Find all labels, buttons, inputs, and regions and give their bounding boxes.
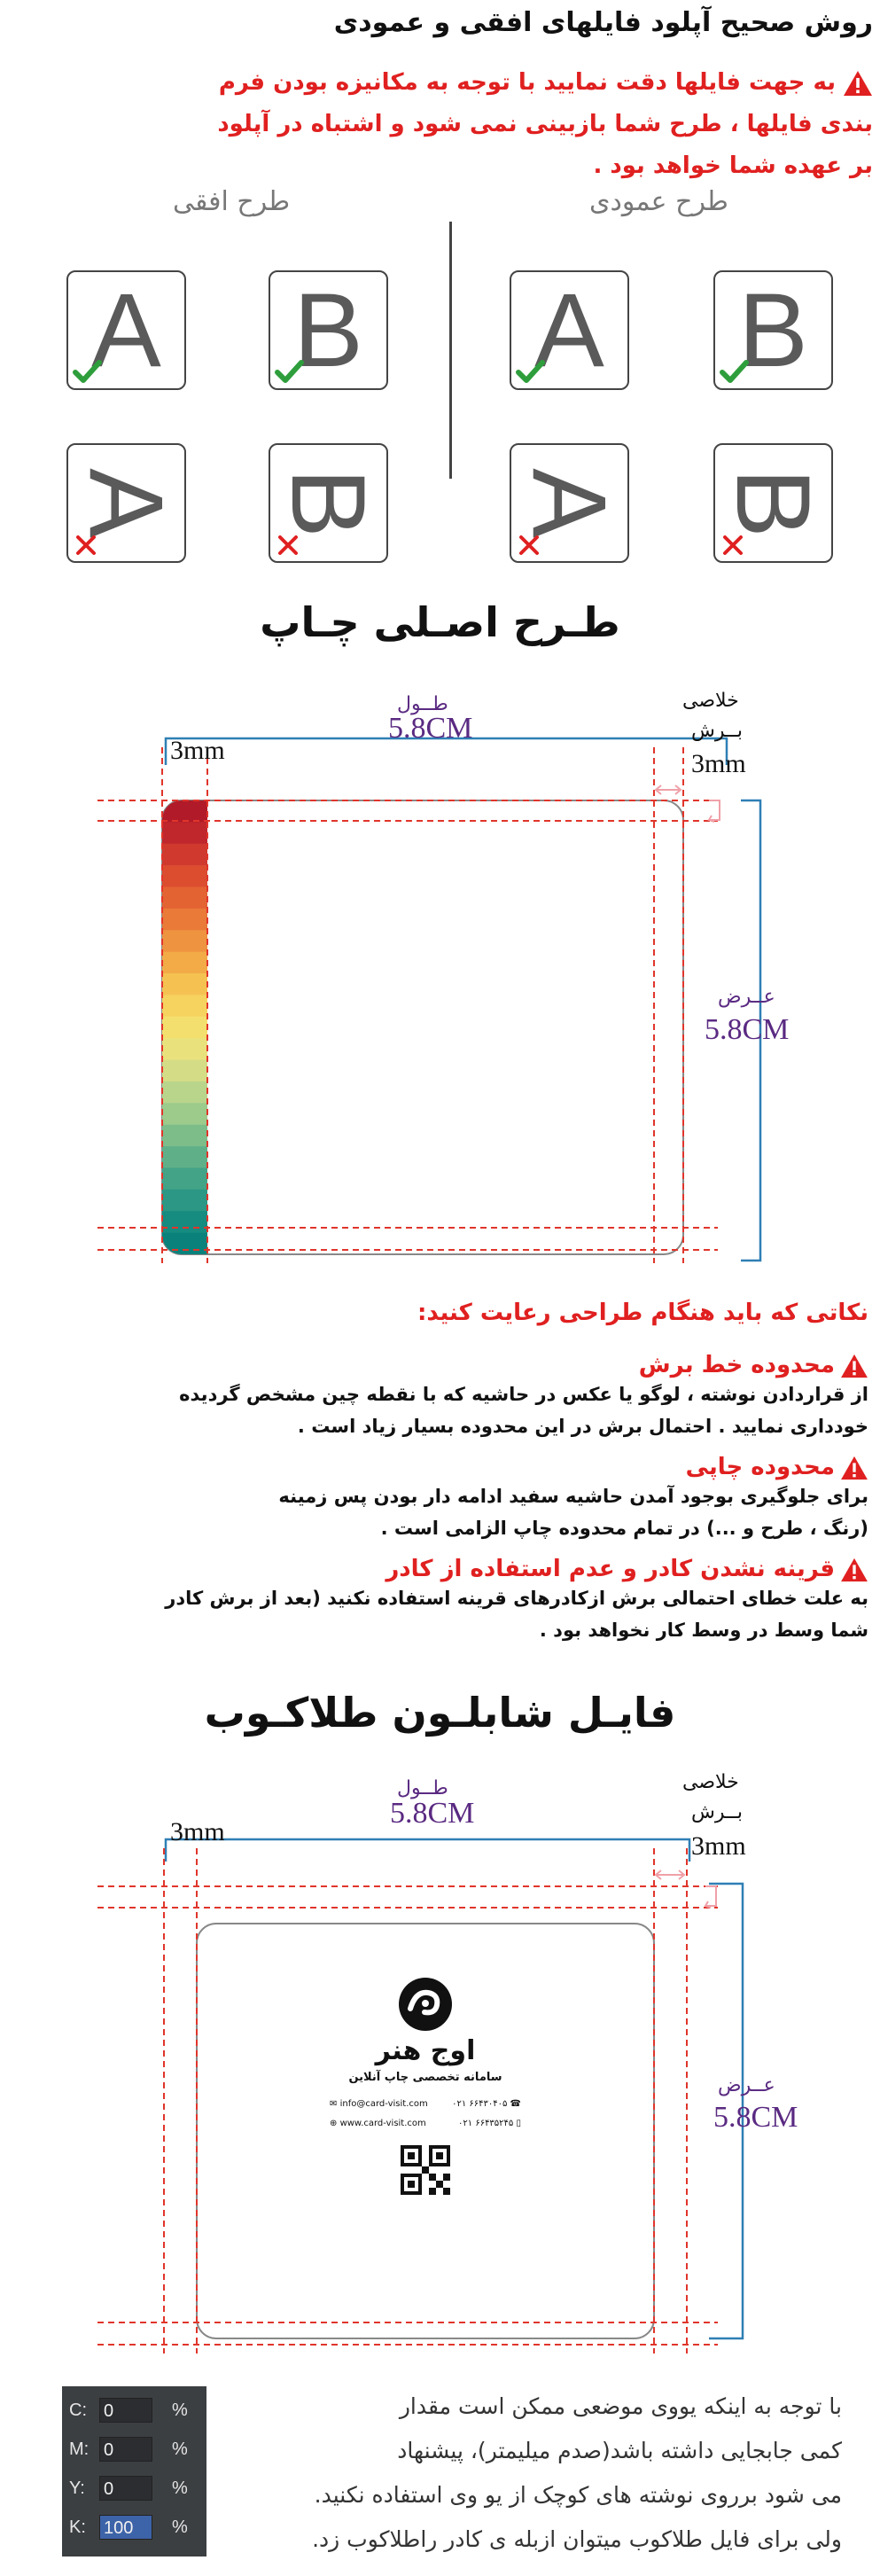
bleed-label-1: خلاصی [682, 1771, 739, 1793]
footer-line: کمی جابجایی داشته باشد(صدم میلیمتر)، پیشنهاد [397, 2438, 842, 2463]
email: info@card-visit.com [339, 2099, 428, 2109]
card-letter: B [738, 271, 808, 389]
check-icon [515, 356, 545, 386]
note-body-line: خودداری نمایید . احتمال برش در این محدوده بسیار زیاد است . [297, 1416, 868, 1437]
orientation-card [269, 443, 388, 563]
note-title: قرینه نشدن کادر و عدم استفاده از کادر [35, 1556, 868, 1582]
orientation-card [510, 270, 629, 390]
page-title: روش صحیح آپلود فایلهای افقی و عمودی [333, 7, 873, 38]
color-swatch [162, 1125, 207, 1147]
cmyk-row-y: Y: 0 % [62, 2471, 206, 2507]
cross-icon [515, 529, 545, 559]
cmyk-panel [62, 2386, 206, 2556]
card-letter: A [91, 271, 161, 389]
note-body-line: به علت خطای احتمالی برش ازکادرهای قرینه استفاده نکنید (بعد از برش کادر [165, 1588, 868, 1609]
phone-icon: ☎ [510, 2099, 521, 2109]
color-swatch [162, 1081, 207, 1104]
note-print-area [35, 1454, 868, 1544]
note-body-line: از قراردادن نوشته ، لوگو یا عکس در حاشیه که با نقطه چین مشخص گردیده [179, 1384, 868, 1405]
color-swatch [162, 1167, 207, 1190]
orientation-card [713, 270, 833, 390]
website: www.card-visit.com [339, 2119, 426, 2128]
bleed-label-2: بــرش [691, 720, 744, 742]
contact-row-2 [330, 2119, 525, 2128]
width-label: عــرض [718, 2074, 775, 2096]
color-swatch [162, 822, 207, 844]
check-icon [719, 356, 749, 386]
black-input[interactable]: 100 [99, 2515, 152, 2540]
brand-tagline: سامانه تخصصی چاپ آنلاین [348, 2071, 502, 2084]
warning-icon [843, 70, 873, 97]
color-swatch [162, 909, 207, 931]
bleed-label-2: بــرش [691, 1801, 744, 1823]
width-value: 5.8CM [705, 1013, 790, 1046]
note-body-line: شما وسط در وسط کار نخواهد بود . [539, 1620, 868, 1641]
column-divider [449, 222, 452, 479]
warning-line-1: به جهت فایلها دقت نمایید با توجه به مکانیزه بودن فرم [35, 62, 873, 104]
yellow-input[interactable]: 0 [99, 2476, 152, 2501]
main-design-diagram [0, 674, 880, 1276]
cmyk-row-k: K: 100 % [62, 2510, 206, 2546]
card-outline [162, 800, 683, 1254]
card-letter: A [534, 271, 604, 389]
bleed-value: 3mm [691, 749, 746, 778]
color-swatch [162, 1038, 207, 1060]
warning-line-3: بر عهده شما خواهد بود . [593, 152, 873, 179]
check-icon [274, 356, 304, 386]
orientation-card [510, 443, 629, 563]
length-guide [166, 1839, 689, 1862]
color-swatch [162, 865, 207, 887]
warning-icon [840, 1456, 868, 1480]
cross-icon [72, 529, 102, 559]
color-swatch [162, 973, 207, 995]
color-swatch [162, 1211, 207, 1233]
note-frame [35, 1556, 868, 1646]
color-swatch [162, 1060, 207, 1082]
card-letter: B [714, 468, 832, 538]
color-swatch [162, 1146, 207, 1168]
brand-logo-icon [398, 1977, 453, 2032]
length-label: طــول [397, 693, 448, 715]
footer-line: می شود برروی نوشته های کوچک از یو وی استفاده نکنید. [314, 2482, 842, 2508]
globe-icon: ⊕ [330, 2119, 338, 2128]
upload-warning [35, 62, 873, 187]
color-swatch [162, 952, 207, 974]
brand-logo-block [319, 1977, 532, 2260]
color-swatch [162, 887, 207, 909]
foil-template-title: فایـل شابلـون طلاکـوب [204, 1689, 676, 1737]
length-value: 5.8CM [390, 1797, 475, 1830]
bleed-value: 3mm [691, 1831, 746, 1861]
color-swatch [162, 995, 207, 1017]
orientation-card [66, 270, 186, 390]
card-letter: B [269, 468, 387, 538]
mobile-icon: ▯ [516, 2119, 521, 2128]
mail-icon: ✉ [330, 2099, 338, 2109]
cmyk-row-c: C: 0 % [62, 2393, 206, 2429]
note-cut-area [35, 1352, 868, 1442]
footer-line: ولی برای فایل طلاکوب میتوان ازبله ی کادر راطلاکوب زد. [312, 2526, 842, 2552]
notes-heading: نکاتی که باید هنگام طراحی رعایت کنید: [417, 1300, 868, 1326]
color-swatch [162, 1233, 207, 1255]
margin-value: 3mm [170, 736, 225, 765]
length-label: طــول [397, 1777, 448, 1799]
bleed-label-1: خلاصی [682, 690, 739, 712]
color-swatch [162, 1103, 207, 1125]
cmyk-row-m: M: 0 % [62, 2432, 206, 2468]
color-swatch [162, 844, 207, 866]
color-swatch [162, 800, 207, 823]
footer-line: با توجه به اینکه یووی موضعی ممکن است مقدار [399, 2393, 842, 2419]
warning-icon [840, 1557, 868, 1582]
color-swatch [162, 930, 207, 952]
contact-row-1 [330, 2099, 525, 2109]
color-strip [162, 800, 207, 1255]
phone-1: ۰۲۱ ۶۶۴۳۰۴۰۵ ☎ [452, 2099, 521, 2109]
warning-line-2: بندی فایلها ، طرح شما بازبینی نمی شود و اشتباه در آپلود [217, 111, 873, 137]
orientation-card [66, 443, 186, 563]
note-body-line: (رنگ ، طرح و ...) در تمام محدوده چاپ الزامی است . [380, 1518, 868, 1539]
qr-code [401, 2145, 450, 2195]
width-value: 5.8CM [713, 2101, 798, 2134]
margin-value: 3mm [170, 1817, 225, 1846]
note-body-line: برای جلوگیری بوجود آمدن حاشیه سفید ادامه دار بودن پس زمینه [278, 1486, 868, 1507]
main-design-title: طـرح اصـلی چـاپ [260, 598, 620, 646]
orientation-card [269, 270, 388, 390]
magenta-input[interactable]: 0 [99, 2437, 152, 2462]
cyan-input[interactable]: 0 [99, 2398, 152, 2423]
width-label: عــرض [718, 986, 775, 1008]
card-letter: B [293, 271, 363, 389]
orientation-card [713, 443, 833, 563]
horizontal-layout-label: طرح افقی [173, 186, 291, 217]
card-letter: A [67, 468, 185, 538]
vertical-layout-label: طرح عمودی [589, 186, 728, 217]
note-title: محدوده خط برش [35, 1352, 868, 1378]
brand-name: اوج هنر [375, 2035, 476, 2066]
length-value: 5.8CM [388, 712, 473, 745]
color-swatch [162, 1017, 207, 1039]
note-title: محدوده چاپی [35, 1454, 868, 1480]
card-letter: A [510, 468, 628, 538]
color-swatch [162, 1190, 207, 1212]
phone-2: ۰۲۱ ۶۶۴۳۵۲۴۵ ▯ [458, 2119, 521, 2128]
warning-icon [840, 1354, 868, 1378]
cross-icon [719, 529, 749, 559]
check-icon [72, 356, 102, 386]
foil-footer-note [222, 2385, 842, 2562]
cross-icon [274, 529, 304, 559]
